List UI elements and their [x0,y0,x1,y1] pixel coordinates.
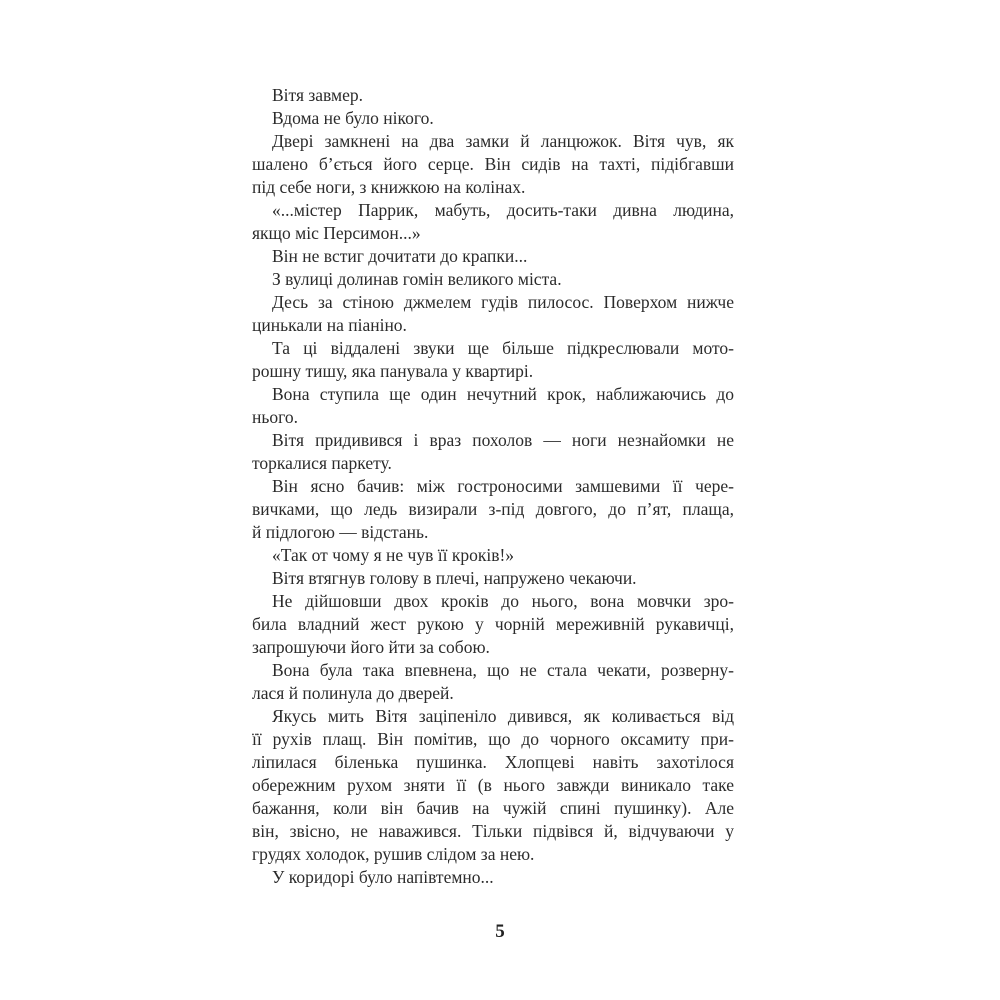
text-line: Двері замкнені на два замки й ланцюжок. Вітя чув, як [272,131,734,151]
text-line: У коридорі було напівтемно... [272,867,494,887]
text-line: обережним рухом зняти її (в нього завжди виникало таке [252,775,734,795]
text-line: бажання, коли він бачив на чужій спині пушинку). Але [252,798,734,818]
text-line: якщо міс Персимон...» [252,223,421,243]
text-line: шалено б’ється його серце. Він сидів на тахті, підібгавши [252,154,734,174]
text-line: Він ясно бачив: між гостроносими замшевими її чере- [272,476,734,496]
text-line: била владний жест рукою у чорній мереживній рукавичці, [252,614,734,634]
text-line: запрошуючи його йти за собою. [252,637,490,657]
text-line: Не дійшовши двох кроків до нього, вона мовчки зро- [272,591,734,611]
text-line: рошну тишу, яка панувала у квартирі. [252,361,534,381]
text-line: він, звісно, не наважився. Тільки підвівся й, відчуваючи у [252,821,734,841]
text-line: «...містер Паррик, мабуть, досить-таки дивна людина, [272,200,734,220]
text-line: З вулиці долинав гомін великого міста. [272,269,562,289]
text-line: «Так от чому я не чув її кроків!» [272,545,515,565]
text-line: ліпилася біленька пушинка. Хлопцеві навіть захотілося [252,752,734,772]
text-line: Вітя втягнув голову в плечі, напружено чекаючи. [272,568,637,588]
text-line: Вітя завмер. [272,85,363,105]
text-line: лася й полинула до дверей. [252,683,454,703]
text-line: Вона ступила ще один нечутний крок, наближаючись до [272,384,734,404]
text-line: Він не встиг дочитати до крапки... [272,246,528,266]
text-line: грудях холодок, рушив слідом за нею. [252,844,535,864]
text-line: Десь за стіною джмелем гудів пилосос. Поверхом нижче [272,292,734,312]
text-line: цинькали на піаніно. [252,315,407,335]
text-line: торкалися паркету. [252,453,392,473]
text-line: нього. [252,407,298,427]
text-line: її рухів плащ. Він помітив, що до чорного оксамиту при- [252,729,734,749]
body-text [252,84,734,889]
text-line: Вітя придивився і враз похолов — ноги незнайомки не [272,430,734,450]
text-line: Вона була така впевнена, що не стала чекати, розверну- [272,660,734,680]
text-line: Вдома не було нікого. [272,108,434,128]
page-number: 5 [495,921,505,942]
text-line: Якусь мить Вітя заціпеніло дивився, як коливається від [272,706,734,726]
text-line: Та ці віддалені звуки ще більше підкреслювали мото- [272,338,734,358]
text-line: під себе ноги, з книжкою на колінах. [252,177,526,197]
text-line: й підлогою — відстань. [252,522,429,542]
text-line: вичками, що ледь визирали з-під довгого, до п’ят, плаща, [252,499,734,519]
